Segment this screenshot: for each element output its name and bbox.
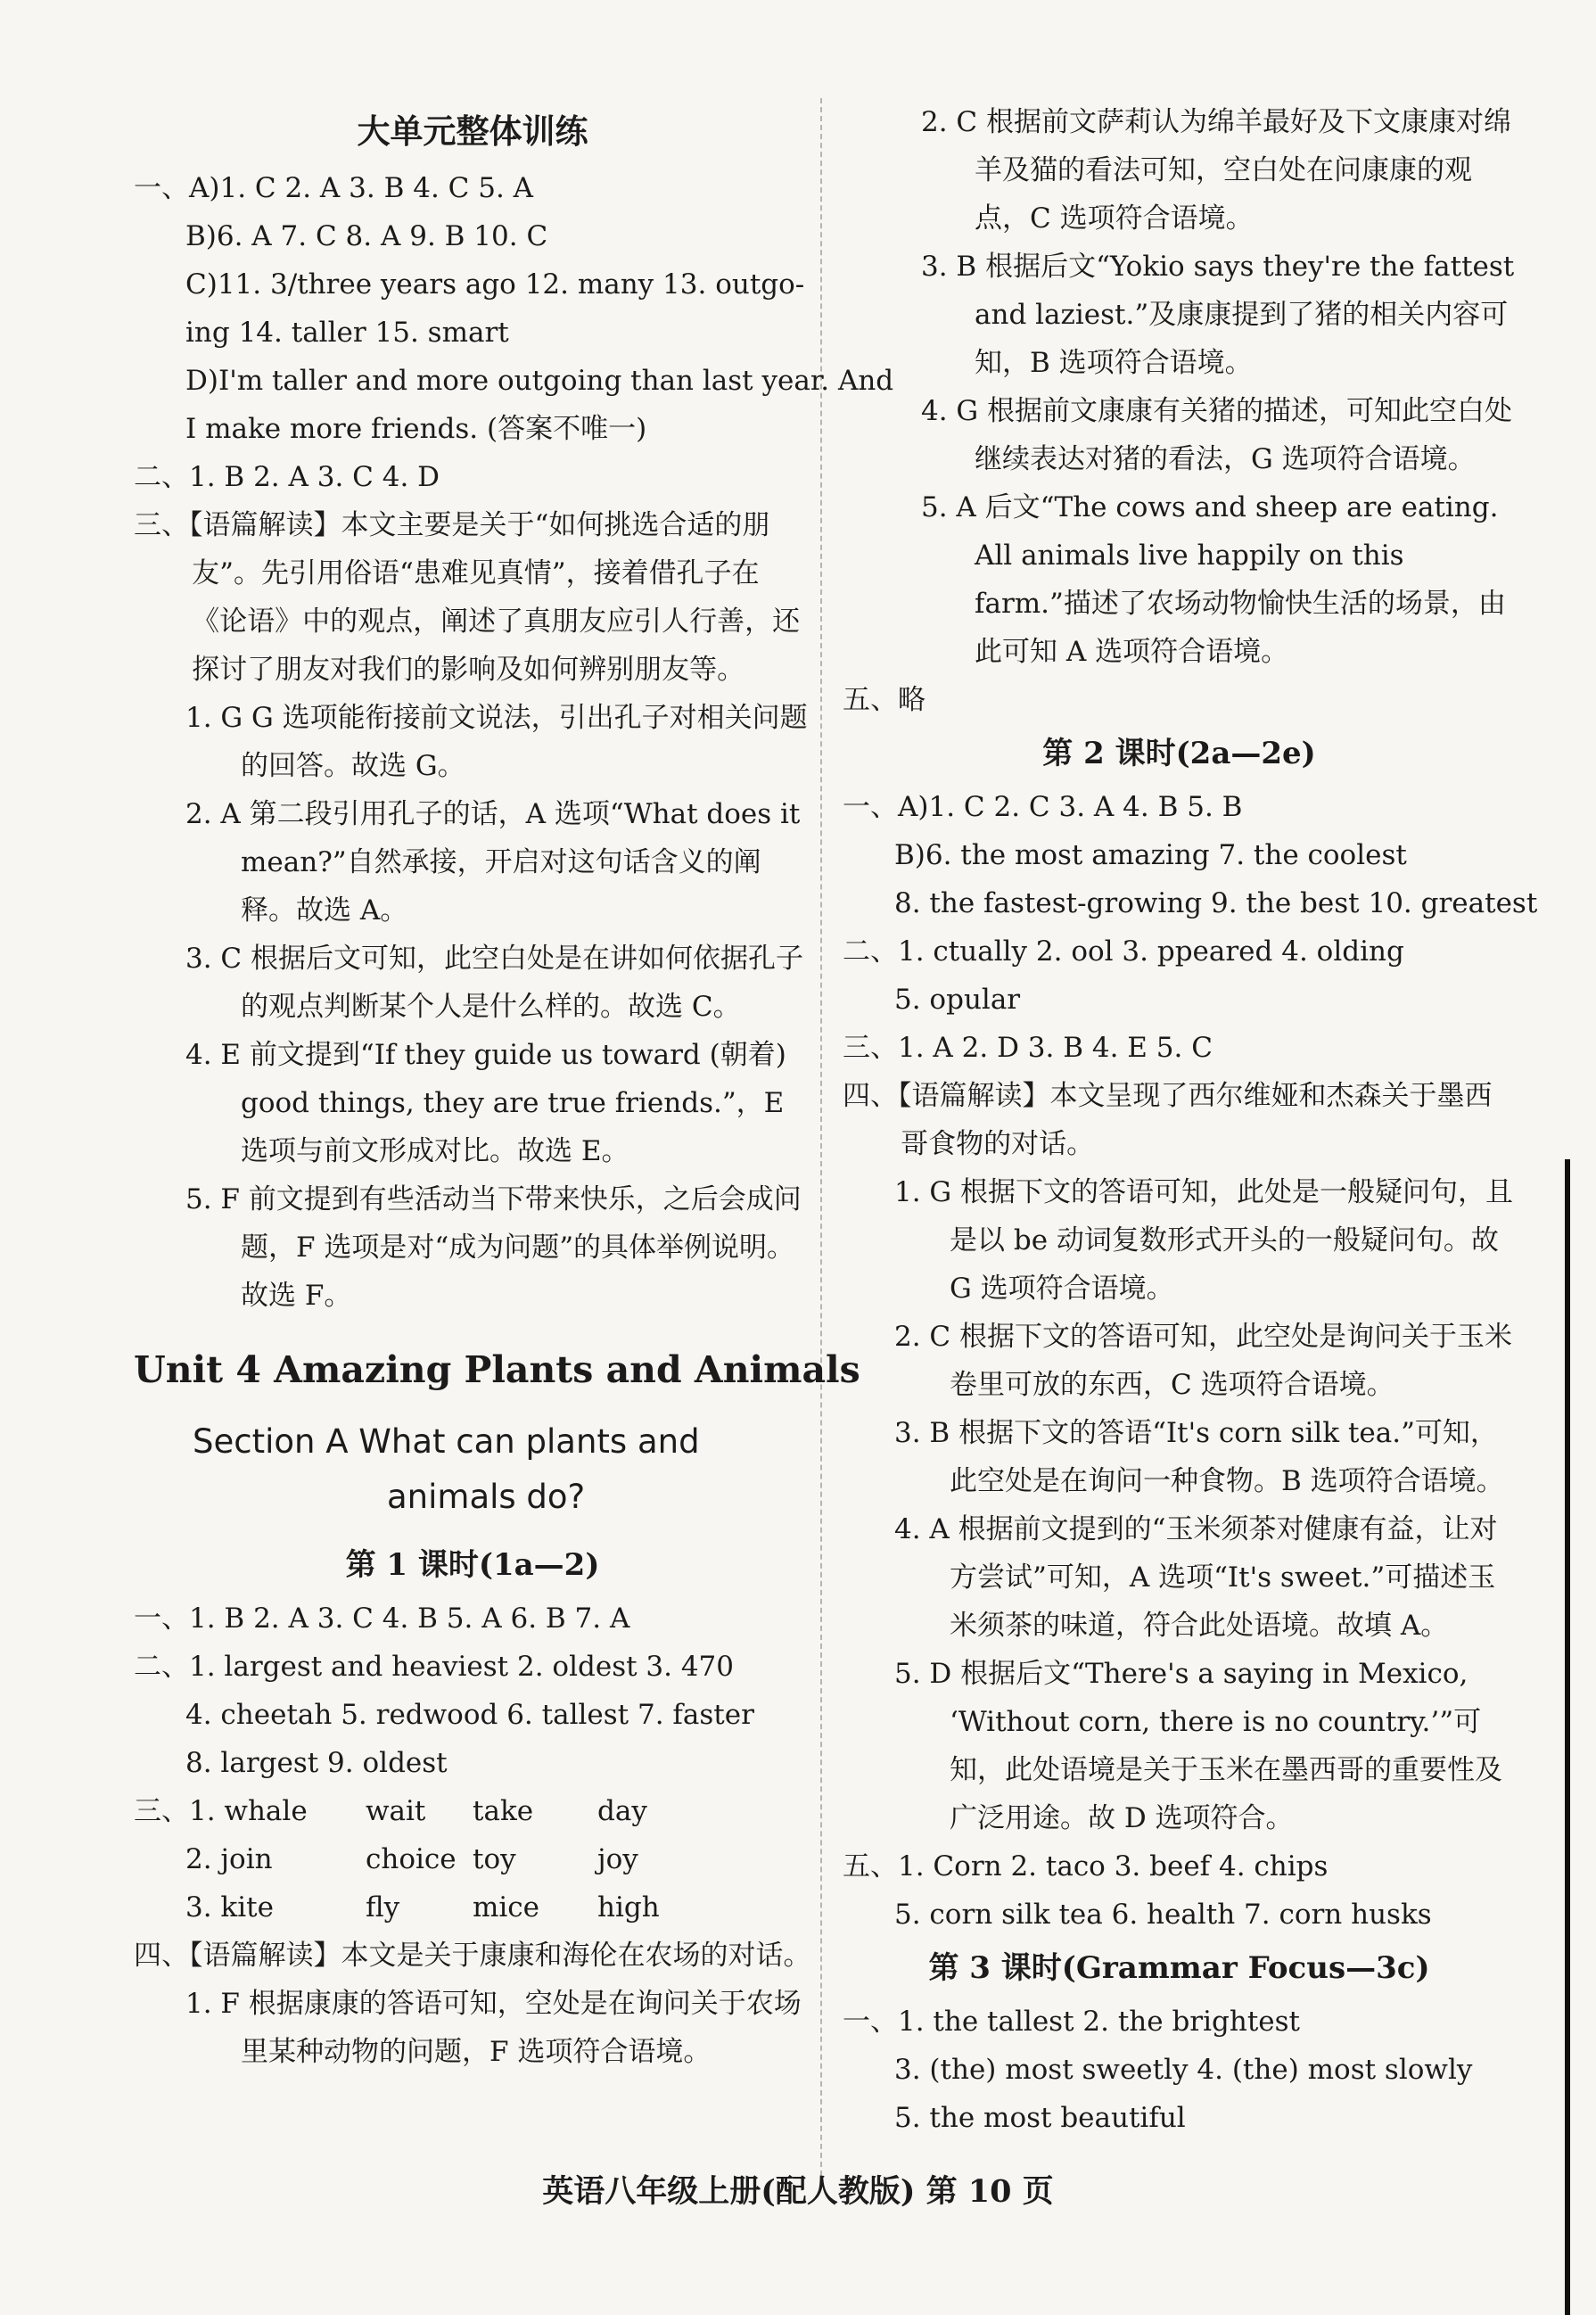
word-cell: 3. kite — [185, 1891, 274, 1924]
unit-heading: Unit 4 Amazing Plants and Animals — [134, 1348, 860, 1391]
word-row — [134, 1835, 811, 1883]
lesson-heading: 第 1 课时(1a—2) — [345, 1547, 600, 1583]
word-cell: mice — [473, 1891, 540, 1924]
section-heading — [134, 1414, 811, 1525]
answer-line: D)I'm taller and more outgoing than last year. And — [185, 365, 894, 397]
explanation-item: 2. A 第二段引用孔子的话，A 选项“What does it mean?”自然承接，开启对这句话含义的阐释。故选 A。 — [185, 798, 801, 927]
answer-line: 8. the fastest-growing 9. the best 10. greatest — [894, 887, 1538, 919]
answer-line: 5. the most beautiful — [894, 2102, 1186, 2134]
answer-line: 二、1. B 2. A 3. C 4. D — [134, 461, 440, 493]
answer-line: I make more friends. (答案不唯一) — [185, 413, 647, 445]
answer-line: 三、1. A 2. D 3. B 4. E 5. C — [843, 1032, 1213, 1064]
answer-line: 一、A)1. C 2. A 3. B 4. C 5. A — [134, 172, 534, 204]
right-column — [843, 98, 1538, 2142]
answer-line: 五、略 — [843, 684, 926, 716]
answer-line: 4. cheetah 5. redwood 6. tallest 7. faster — [185, 1699, 754, 1731]
explanation-item: 5. F 前文提到有些活动当下带来快乐，之后会成问题，F 选项是对“成为问题”的具体举例说明。故选 F。 — [185, 1183, 802, 1312]
word-cell: 三、1. whale — [134, 1795, 308, 1827]
answer-line: 五、1. Corn 2. taco 3. beef 4. chips — [843, 1850, 1329, 1882]
explanation-item: 3. C 根据后文可知，此空白处是在讲如何依据孔子的观点判断某个人是什么样的。故选 C。 — [185, 943, 804, 1023]
answer-line: 一、A)1. C 2. C 3. A 4. B 5. B — [843, 791, 1243, 823]
answer-line: C)11. 3/three years ago 12. many 13. outgo- — [185, 268, 805, 301]
explanation-item: 1. G 根据下文的答语可知，此处是一般疑问句，且是以 be 动词复数形式开头的一般疑问句。故 G 选项符合语境。 — [894, 1176, 1514, 1305]
explanation-item: 2. C 根据前文萨莉认为绵羊最好及下文康康对绵羊及猫的看法可知，空白处在问康康的观点，C 选项符合语境。 — [921, 106, 1512, 235]
section-heading-line-1: Section A What can plants and — [193, 1422, 700, 1461]
answer-line: ing 14. taller 15. smart — [185, 317, 509, 349]
answer-line: 二、1. ctually 2. ool 3. ppeared 4. olding — [843, 935, 1404, 968]
answer-line: 一、1. B 2. A 3. C 4. B 5. A 6. B 7. A — [134, 1602, 630, 1635]
explanation-item: 4. G 根据前文康康有关猪的描述，可知此空白处继续表达对猪的看法，G 选项符合语境。 — [921, 395, 1513, 475]
explanation-item: 1. F 根据康康的答语可知，空处是在询问关于农场里某种动物的问题，F 选项符合语境。 — [185, 1988, 802, 2068]
answer-line: 一、1. the tallest 2. the brightest — [843, 2006, 1300, 2038]
word-row — [134, 1787, 811, 1835]
word-cell: toy — [473, 1843, 516, 1875]
word-row — [134, 1883, 811, 1932]
answer-line: 二、1. largest and heaviest 2. oldest 3. 470 — [134, 1651, 735, 1683]
word-cell: joy — [597, 1843, 638, 1875]
explanation-item: 4. E 前文提到“If they guide us toward (朝着) good things, they are true friends.”，E 选项与前文形成对比。故选 E。 — [185, 1039, 786, 1167]
lesson-heading: 第 2 课时(2a—2e) — [1042, 736, 1316, 771]
section-heading-line-2: animals do? — [387, 1478, 586, 1516]
explanation-item: 5. A 后文“The cows and sheep are eating. All animals live happily on this farm.”描述了农场动物愉快生活的场景，由此可知 A 选项符合语境。 — [921, 491, 1506, 668]
word-cell: fly — [366, 1891, 400, 1924]
passage-analysis: 四、【语篇解读】本文呈现了西尔维娅和杰森关于墨西哥食物的对话。 — [843, 1080, 1493, 1160]
explanation-item: 4. A 根据前文提到的“玉米须茶对健康有益，让对方尝试”可知，A 选项“It's sweet.”可描述玉米须茶的味道，符合此处语境。故填 A。 — [894, 1513, 1498, 1642]
column-divider — [820, 98, 822, 2176]
word-cell: high — [597, 1891, 660, 1924]
lesson-heading: 第 3 课时(Grammar Focus—3c) — [928, 1950, 1430, 1986]
explanation-item: 5. D 根据后文“There's a saying in Mexico, ‘Without corn, there is no country.’”可知，此处语境是关于玉米在墨西哥的重要性及广泛用途。故 D 选项符合。 — [894, 1658, 1502, 1834]
answer-line: B)6. the most amazing 7. the coolest — [894, 839, 1407, 871]
word-cell: take — [473, 1795, 534, 1827]
answer-line: 3. (the) most sweetly 4. (the) most slowly — [894, 2054, 1473, 2086]
explanation-item: 3. B 根据下文的答语“It's corn silk tea.”可知，此空处是在询问一种食物。B 选项符合语境。 — [894, 1417, 1504, 1497]
word-cell: choice — [366, 1843, 457, 1875]
answer-line: B)6. A 7. C 8. A 9. B 10. C — [185, 220, 548, 252]
unit-review-title: 大单元整体训练 — [357, 111, 588, 151]
passage-analysis: 四、【语篇解读】本文是关于康康和海伦在农场的对话。 — [134, 1940, 811, 1972]
word-cell: day — [597, 1795, 647, 1827]
page-edge-rule — [1565, 1159, 1570, 2315]
answer-line: 8. largest 9. oldest — [185, 1747, 448, 1779]
page-footer: 英语八年级上册(配人教版) 第 10 页 — [542, 2173, 1054, 2210]
word-cell: wait — [366, 1795, 426, 1827]
passage-analysis: 三、【语篇解读】本文主要是关于“如何挑选合适的朋友”。先引用俗语“患难见真情”，接着借孔子在《论语》中的观点，阐述了真朋友应引人行善，还探讨了朋友对我们的影响及如何辨别朋友等。 — [134, 509, 801, 686]
explanation-item: 3. B 根据后文“Yokio says they're the fattest and laziest.”及康康提到了猪的相关内容可知，B 选项符合语境。 — [921, 251, 1515, 379]
explanation-item: 1. G G 选项能衔接前文说法，引出孔子对相关问题的回答。故选 G。 — [185, 702, 808, 782]
answer-line: 5. corn silk tea 6. health 7. corn husks — [894, 1899, 1432, 1931]
answer-line: 5. opular — [894, 984, 1021, 1016]
explanation-item: 2. C 根据下文的答语可知，此空处是询问关于玉米卷里可放的东西，C 选项符合语境。 — [894, 1321, 1513, 1401]
word-cell: 2. join — [185, 1843, 273, 1875]
